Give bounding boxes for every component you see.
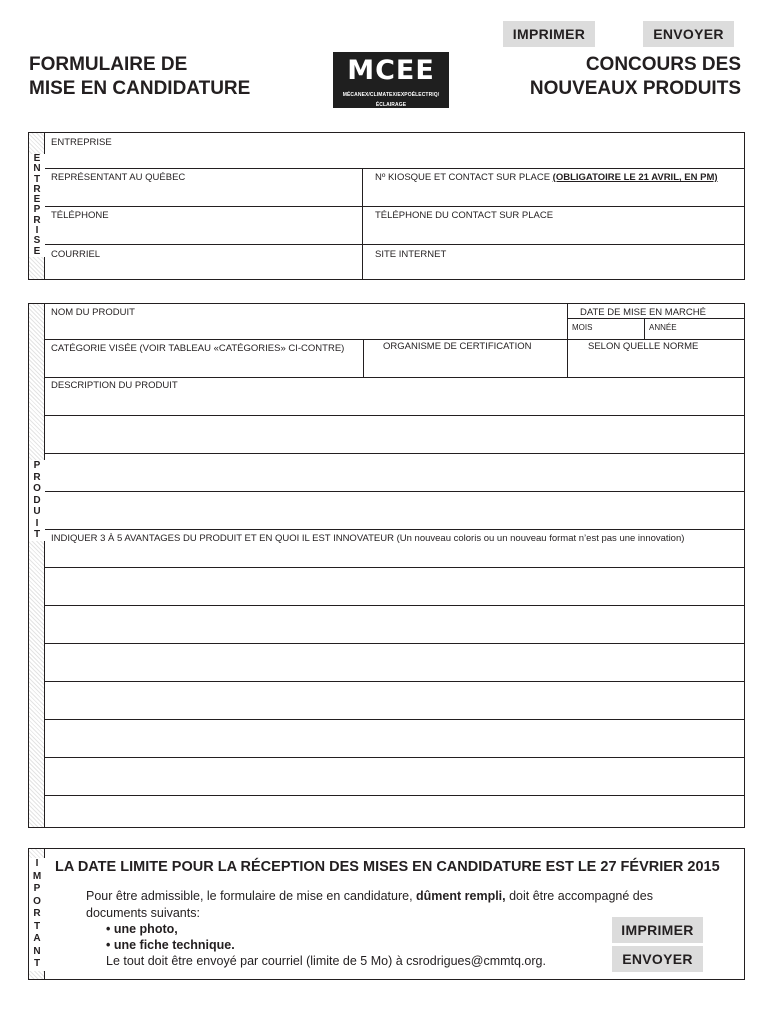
email-field[interactable]	[51, 249, 100, 260]
contest-title	[530, 53, 741, 101]
launch-year-field[interactable]	[649, 322, 677, 333]
important-vertical-label: I M P O R T A N T	[29, 858, 45, 971]
produit-section	[28, 303, 745, 828]
year-label: ANNÉE	[649, 323, 677, 332]
deadline-notice: LA DATE LIMITE POUR LA RÉCEPTION DES MISES EN CANDIDATURE EST LE 27 FÉVRIER 2015	[55, 859, 720, 875]
month-label: MOIS	[572, 323, 593, 332]
print-button-bottom[interactable]: IMPRIMER	[612, 917, 703, 943]
important-section	[28, 848, 745, 980]
kiosk-label: Nº KIOSQUE ET CONTACT SUR PLACE	[375, 172, 551, 183]
onsite-phone-field[interactable]	[375, 210, 553, 221]
norm-label: SELON QUELLE NORME	[588, 341, 699, 352]
launch-date-label: DATE DE MISE EN MARCHÉ	[580, 307, 706, 318]
send-instructions: Le tout doit être envoyé par courriel (limite de 5 Mo) à csrodrigues@cmmtq.org.	[106, 954, 546, 968]
product-name-label: NOM DU PRODUIT	[51, 307, 135, 318]
company-field[interactable]	[51, 137, 112, 148]
form-title-line2: MISE EN CANDIDATURE	[29, 78, 251, 99]
advantages-field[interactable]	[51, 533, 684, 544]
certification-field[interactable]	[383, 341, 532, 352]
kiosk-required-note: (OBLIGATOIRE LE 21 AVRIL, EN PM)	[552, 172, 718, 183]
technical-sheet-bullet: • une fiche technique.	[106, 938, 235, 952]
logo-subtitle: MÉCANEX/CLIMATEX/EXPOÉLECTRIQ/ÉCLAIRAGE	[342, 92, 440, 108]
onsite-phone-label: TÉLÉPHONE DU CONTACT SUR PLACE	[375, 210, 554, 221]
email-label: COURRIEL	[51, 249, 101, 260]
launch-month-field[interactable]	[572, 322, 592, 333]
company-label: ENTREPRISE	[51, 137, 112, 148]
produit-vertical-label: P R O D U I T	[29, 460, 45, 541]
phone-field[interactable]	[51, 210, 109, 221]
phone-label: TÉLÉPHONE	[51, 210, 109, 221]
contest-title-line2: NOUVEAUX PRODUITS	[529, 78, 741, 99]
mcee-logo	[333, 52, 449, 108]
category-field[interactable]	[51, 343, 344, 354]
advantages-label: INDIQUER 3 À 5 AVANTAGES DU PRODUIT ET EN QUOI IL EST INNOVATEUR (Un nouveau coloris ou un nouveau format n’est pas une innovation)	[51, 533, 685, 544]
print-button[interactable]: IMPRIMER	[503, 21, 595, 47]
website-label: SITE INTERNET	[375, 249, 447, 260]
send-button[interactable]: ENVOYER	[643, 21, 734, 47]
send-button-bottom[interactable]: ENVOYER	[612, 946, 703, 972]
entreprise-vertical-label: E N T R E P R I S E	[29, 154, 45, 257]
representative-field[interactable]	[51, 172, 185, 183]
product-name-field[interactable]	[51, 307, 135, 318]
certification-label: ORGANISME DE CERTIFICATION	[383, 341, 532, 352]
kiosk-field[interactable]	[375, 172, 718, 183]
description-label: DESCRIPTION DU PRODUIT	[51, 380, 178, 391]
website-field[interactable]	[375, 249, 446, 260]
eligibility-text: Pour être admissible, le formulaire de mise en candidature, dûment rempli, doit être accompagné des	[86, 889, 653, 903]
contest-title-line1: CONCOURS DES	[585, 54, 741, 75]
documents-text: documents suivants:	[86, 906, 200, 920]
category-label: CATÉGORIE VISÉE (VOIR TABLEAU «CATÉGORIES» CI-CONTRE)	[51, 343, 345, 354]
norm-field[interactable]	[588, 341, 698, 352]
form-title-line1: FORMULAIRE DE	[29, 54, 188, 75]
photo-bullet: • une photo,	[106, 922, 178, 936]
description-field[interactable]	[51, 380, 178, 391]
entreprise-section	[28, 132, 745, 280]
form-title	[29, 53, 250, 101]
produit-sidebar	[29, 304, 45, 827]
representative-label: REPRÉSENTANT AU QUÉBEC	[51, 172, 186, 183]
logo-text: MCEE	[347, 55, 435, 86]
